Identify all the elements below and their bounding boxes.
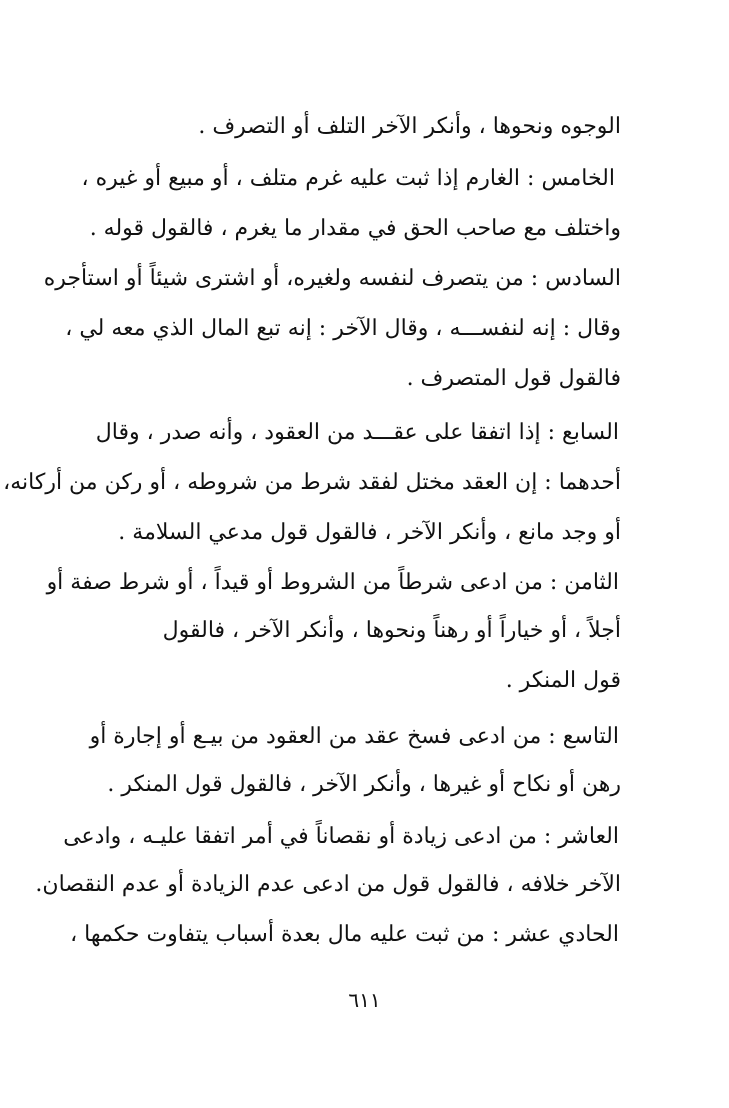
text-line-11: أجلاً ، أو خياراً أو رهناً ونحوها ، وأنكر الآخر ، فالقول [162, 618, 621, 643]
text-line-2: الخامس : الغارم إذا ثبت عليه غرم متلف ، أو مبيع أو غيره ، [81, 166, 615, 191]
text-line-9: أو وجد مانع ، وأنكر الآخر ، فالقول قول مدعي السلامة . [118, 520, 621, 545]
text-line-5: وقال : إنه لنفســـه ، وقال الآخر : إنه تبع المال الذي معه لي ، [65, 316, 621, 341]
text-line-3: واختلف مع صاحب الحق في مقدار ما يغرم ، فالقول قوله . [89, 216, 621, 241]
text-line-1: الوجوه ونحوها ، وأنكر الآخر التلف أو التصرف . [198, 114, 621, 139]
text-line-4: السادس : من يتصرف لنفسه ولغيره، أو اشترى شيئاً أو استأجره [43, 266, 621, 291]
text-line-17: الحادي عشر : من ثبت عليه مال بعدة أسباب يتفاوت حكمها ، [70, 922, 619, 947]
text-line-14: رهن أو نكاح أو غيرها ، وأنكر الآخر ، فالقول قول المنكر . [107, 772, 621, 797]
text-line-16: الآخر خلافه ، فالقول قول من ادعى عدم الزيادة أو عدم النقصان. [35, 872, 621, 897]
text-line-15: العاشر : من ادعى زيادة أو نقصاناً في أمر اتفقا عليـه ، وادعى [63, 824, 619, 849]
page-number: ٦١١ [348, 988, 381, 1012]
text-line-8: أحدهما : إن العقد مختل لفقد شرط من شروطه ، أو ركن من أركانه، [3, 470, 621, 495]
text-line-12: قول المنكر . [505, 668, 621, 693]
text-line-10: الثامن : من ادعى شرطاً من الشروط أو قيداً ، أو شرط صفة أو [46, 570, 619, 595]
text-line-13: التاسع : من ادعى فسخ عقد من العقود من بيـع أو إجارة أو [89, 724, 619, 749]
text-line-7: السابع : إذا اتفقا على عقـــد من العقود ، وأنه صدر ، وقال [95, 420, 619, 445]
text-line-6: فالقول قول المتصرف . [406, 366, 621, 391]
